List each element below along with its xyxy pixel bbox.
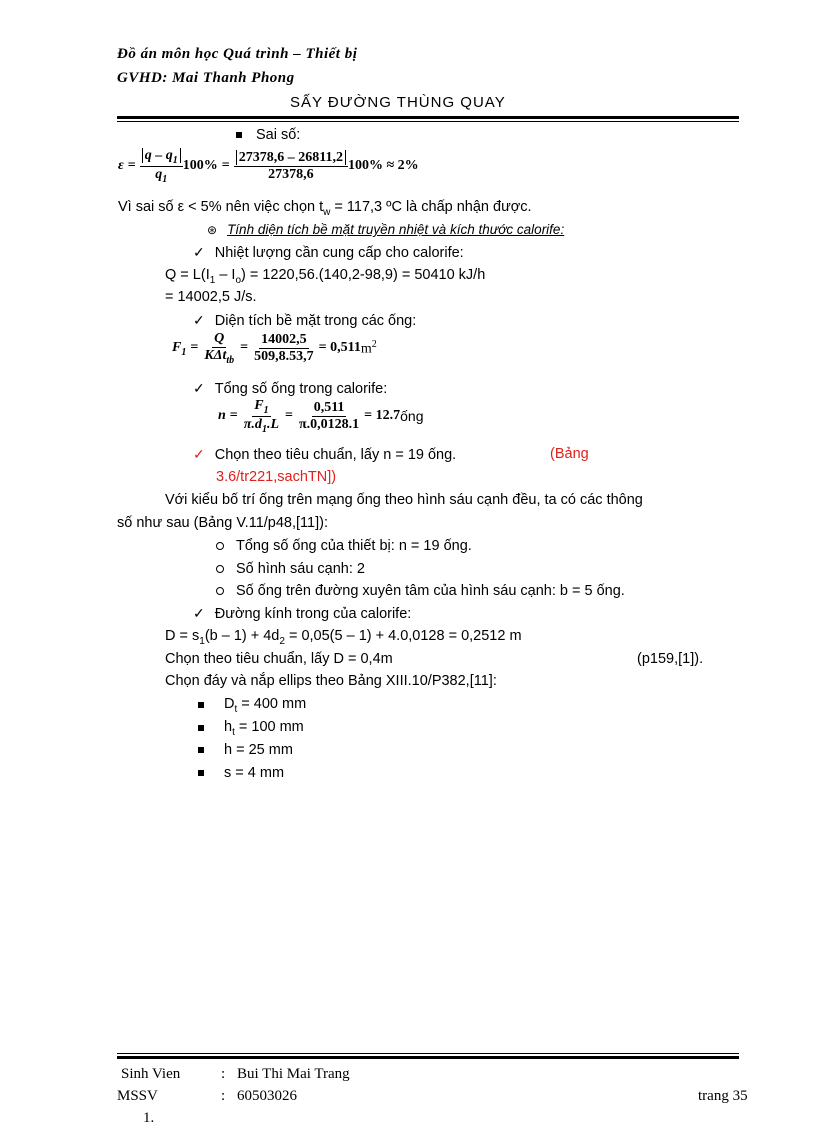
square-bullet-icon [198,702,204,708]
tubes-item [193,380,387,397]
checkmark-icon: ✓ [193,446,205,462]
eq-frac-values: $\frac{27378,6 - 26811,2}{27378,6}$ [234,150,348,183]
footer-id-sep: : [221,1088,226,1104]
sub-item: Số hình sáu cạnh: 2 [216,561,365,577]
heat-equation-2: = 14002,5 J/s. [165,289,257,305]
footer-rule-thin [117,1053,739,1054]
tubes-equation: n = $\frac{F_1}{\pi.d_1.L}$ = $\frac{0,511}{\pi.0,0128.1}$ = 12.7 ống [218,398,424,435]
section-title-item [207,222,564,237]
square-bullet-icon [198,725,204,731]
footer-id-label: MSSV [117,1088,158,1104]
standard-choice: Chọn theo tiêu chuẩn, lấy n = 19 ống. [214,447,457,463]
footer-list-number: 1. [143,1110,155,1126]
checkmark-icon: ✓ [193,380,205,396]
diameter-label: Đường kính trong của calorife: [214,606,412,622]
error-label: Sai số: [256,127,301,143]
header-rule-thin [117,121,739,122]
spec-item: s = 4 mm [198,765,284,781]
heat-equation: $Q = L(I_1 - I_o) = 1220,56.(140,2-98,9) = 50410$ kJ/h [165,267,486,286]
sub-item: Số ống trên đường xuyên tâm của hình sáu cạnh: b = 5 ống. [216,583,625,599]
circle-bullet-icon [216,565,224,573]
diameter-choice: Chọn theo tiêu chuẩn, lấy D = 0,4m [165,651,393,667]
heat-item [193,244,464,261]
header-supervisor: GVHD: Mai Thanh Phong [117,70,295,86]
footer-rule-thick [117,1056,739,1059]
error-equation: ε = $\frac{q - q_1}{q_1}$ 100% = $\frac{27378,6 - 26811,2}{27378,6}$ 100% ≈ 2% [118,148,419,185]
footer-id-value: 60503026 [237,1088,297,1104]
header-document-title: SẤY ĐƯỜNG THÙNG QUAY [290,94,506,111]
spec-item: h = 25 mm [198,742,293,758]
spec-item: $h_t = 100$ mm [198,719,304,738]
ellipse-choice: Chọn đáy và nắp ellips theo Bảng XIII.10/P382,[11]: [165,673,497,689]
standard-ref-1: (Bảng [550,446,589,462]
square-bullet-icon [198,770,204,776]
standard-ref-2: 3.6/tr221,sachTN]) [216,469,337,485]
diameter-ref: (p159,[1]). [637,651,704,667]
error-bullet-item [236,127,300,143]
footer-student-sep: : [221,1066,226,1082]
diameter-item [193,605,411,622]
header-course-title: Đồ án môn học Quá trình – Thiết bị [117,46,358,62]
circle-bullet-icon [216,542,224,550]
eq-eps: ε [118,158,124,174]
layout-paragraph-line2: số như sau (Bảng V.11/p48,[11]): [117,515,328,531]
footer-student-label: Sinh Vien [121,1066,181,1082]
square-bullet-icon [236,132,242,138]
checkmark-icon: ✓ [193,605,205,621]
sun-bullet-icon: ⊛ [207,222,218,237]
circle-bullet-icon [216,587,224,595]
checkmark-icon: ✓ [193,312,205,328]
header-rule-thick [117,116,739,119]
area-label: Diện tích bề mặt trong các ống: [214,313,417,329]
diameter-equation: $D = s_1(b - 1) + 4d_2 = 0,05(5 - 1) + 4.0,0128 = 0,2512$ m [165,628,522,647]
sub-item: Tổng số ống của thiết bị: n = 19 ống. [216,538,472,554]
heat-label: Nhiệt lượng cần cung cấp cho calorife: [214,245,464,261]
footer-student-name: Bui Thi Mai Trang [237,1066,350,1082]
footer-page-number: trang 35 [698,1088,748,1104]
checkmark-icon: ✓ [193,244,205,260]
conclusion-text: Vì sai số ε < 5% nên việc chọn $t_w = 117,3$ ºC là chấp nhận được. [118,199,532,218]
spec-item: $D_t = 400$ mm [198,696,306,715]
layout-paragraph-line1: Với kiểu bố trí ống trên mạng ống theo hình sáu cạnh đều, ta có các thông [165,492,643,508]
section-title: Tính diện tích bề mặt truyền nhiệt và kích thước calorife: [227,222,565,237]
standard-choice-item [193,446,456,463]
tubes-label: Tổng số ống trong calorife: [214,381,388,397]
area-equation: $F_1$ = $\frac{Q}{K\Delta t_{tb}}$ = $\frac{14002,5}{509,8.53,7}$ = 0,511 $m^2$ [172,331,377,366]
eq-frac-q: $\frac{q - q_1}{q_1}$ [140,148,183,185]
square-bullet-icon [198,747,204,753]
area-item [193,312,416,329]
